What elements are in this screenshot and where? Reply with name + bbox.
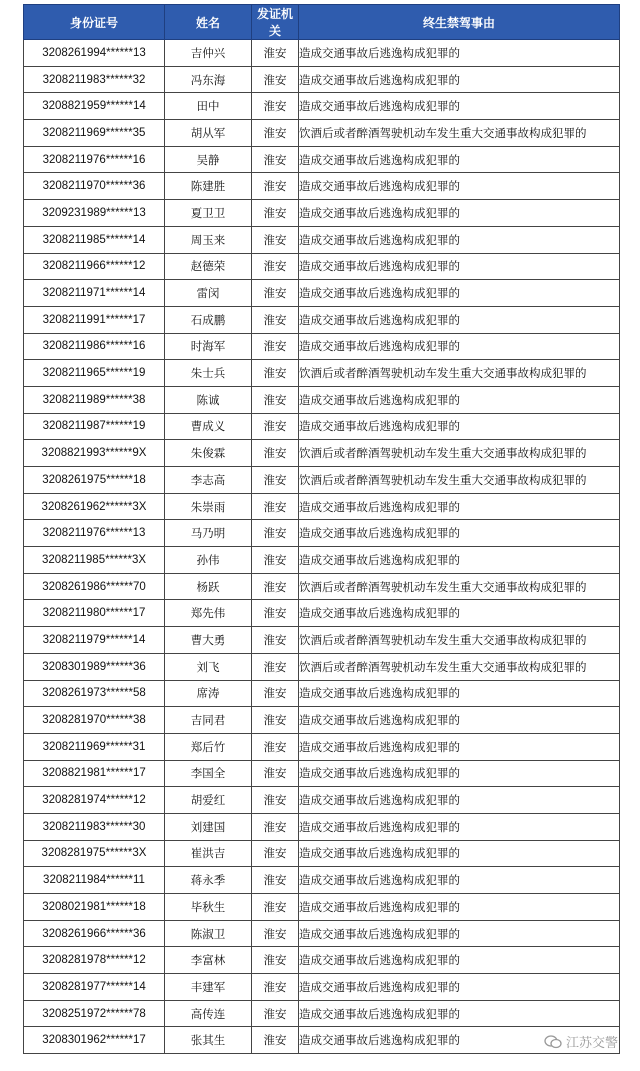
cell-name: 田中 bbox=[165, 93, 252, 120]
cell-reason: 造成交通事故后逃逸构成犯罪的 bbox=[299, 760, 620, 787]
cell-id-number: 3208301962******17 bbox=[24, 1027, 165, 1054]
table-row bbox=[24, 306, 620, 333]
cell-id-number: 3208211969******35 bbox=[24, 120, 165, 147]
table-row bbox=[24, 653, 620, 680]
cell-issuing-authority: 淮安 bbox=[252, 894, 299, 921]
cell-issuing-authority: 淮安 bbox=[252, 333, 299, 360]
cell-id-number: 3208821981******17 bbox=[24, 760, 165, 787]
cell-reason: 造成交通事故后逃逸构成犯罪的 bbox=[299, 733, 620, 760]
table-row bbox=[24, 280, 620, 307]
cell-reason: 造成交通事故后逃逸构成犯罪的 bbox=[299, 813, 620, 840]
cell-id-number: 3208261986******70 bbox=[24, 573, 165, 600]
cell-reason: 造成交通事故后逃逸构成犯罪的 bbox=[299, 787, 620, 814]
cell-reason: 造成交通事故后逃逸构成犯罪的 bbox=[299, 146, 620, 173]
cell-name: 刘建国 bbox=[165, 813, 252, 840]
table-row bbox=[24, 200, 620, 227]
cell-id-number: 3208251972******78 bbox=[24, 1000, 165, 1027]
cell-issuing-authority: 淮安 bbox=[252, 253, 299, 280]
table-row bbox=[24, 333, 620, 360]
cell-reason: 造成交通事故后逃逸构成犯罪的 bbox=[299, 280, 620, 307]
cell-reason: 造成交通事故后逃逸构成犯罪的 bbox=[299, 333, 620, 360]
cell-name: 夏卫卫 bbox=[165, 200, 252, 227]
cell-issuing-authority: 淮安 bbox=[252, 680, 299, 707]
table-row bbox=[24, 733, 620, 760]
cell-reason: 造成交通事故后逃逸构成犯罪的 bbox=[299, 40, 620, 67]
cell-reason: 造成交通事故后逃逸构成犯罪的 bbox=[299, 707, 620, 734]
cell-id-number: 3208211969******31 bbox=[24, 733, 165, 760]
cell-id-number: 3208211991******17 bbox=[24, 306, 165, 333]
cell-reason: 饮酒后或者醉酒驾驶机动车发生重大交通事故构成犯罪的 bbox=[299, 627, 620, 654]
table-row bbox=[24, 66, 620, 93]
cell-issuing-authority: 淮安 bbox=[252, 600, 299, 627]
table-row bbox=[24, 386, 620, 413]
cell-name: 郑后竹 bbox=[165, 733, 252, 760]
cell-name: 陈诚 bbox=[165, 386, 252, 413]
cell-id-number: 3208211989******38 bbox=[24, 386, 165, 413]
cell-name: 吴静 bbox=[165, 146, 252, 173]
cell-name: 丰建军 bbox=[165, 974, 252, 1001]
cell-issuing-authority: 淮安 bbox=[252, 120, 299, 147]
cell-reason: 造成交通事故后逃逸构成犯罪的 bbox=[299, 253, 620, 280]
cell-reason: 造成交通事故后逃逸构成犯罪的 bbox=[299, 520, 620, 547]
cell-reason: 造成交通事故后逃逸构成犯罪的 bbox=[299, 600, 620, 627]
table-row bbox=[24, 787, 620, 814]
cell-reason: 造成交通事故后逃逸构成犯罪的 bbox=[299, 200, 620, 227]
table-row bbox=[24, 547, 620, 574]
cell-issuing-authority: 淮安 bbox=[252, 974, 299, 1001]
cell-id-number: 3208211983******32 bbox=[24, 66, 165, 93]
cell-reason: 造成交通事故后逃逸构成犯罪的 bbox=[299, 840, 620, 867]
cell-name: 郑先伟 bbox=[165, 600, 252, 627]
table-row bbox=[24, 894, 620, 921]
cell-id-number: 3208261973******58 bbox=[24, 680, 165, 707]
table-row bbox=[24, 440, 620, 467]
cell-id-number: 3208261975******18 bbox=[24, 467, 165, 494]
cell-name: 蒋永季 bbox=[165, 867, 252, 894]
cell-issuing-authority: 淮安 bbox=[252, 386, 299, 413]
cell-issuing-authority: 淮安 bbox=[252, 573, 299, 600]
table-row bbox=[24, 680, 620, 707]
cell-reason: 造成交通事故后逃逸构成犯罪的 bbox=[299, 413, 620, 440]
table-row bbox=[24, 226, 620, 253]
cell-id-number: 3208211985******14 bbox=[24, 226, 165, 253]
table-row bbox=[24, 40, 620, 67]
cell-issuing-authority: 淮安 bbox=[252, 707, 299, 734]
cell-issuing-authority: 淮安 bbox=[252, 440, 299, 467]
cell-name: 朱崇雨 bbox=[165, 493, 252, 520]
cell-name: 李富林 bbox=[165, 947, 252, 974]
cell-issuing-authority: 淮安 bbox=[252, 787, 299, 814]
cell-issuing-authority: 淮安 bbox=[252, 467, 299, 494]
cell-id-number: 3208211976******16 bbox=[24, 146, 165, 173]
disqualified-drivers-table bbox=[23, 4, 620, 1054]
cell-issuing-authority: 淮安 bbox=[252, 200, 299, 227]
cell-name: 石成鹏 bbox=[165, 306, 252, 333]
cell-issuing-authority: 淮安 bbox=[252, 360, 299, 387]
cell-id-number: 3208211984******11 bbox=[24, 867, 165, 894]
cell-name: 吉同君 bbox=[165, 707, 252, 734]
cell-reason: 饮酒后或者醉酒驾驶机动车发生重大交通事故构成犯罪的 bbox=[299, 653, 620, 680]
cell-id-number: 3208821993******9X bbox=[24, 440, 165, 467]
cell-name: 曹成义 bbox=[165, 413, 252, 440]
table-row bbox=[24, 467, 620, 494]
cell-name: 李志高 bbox=[165, 467, 252, 494]
cell-id-number: 3208211979******14 bbox=[24, 627, 165, 654]
cell-name: 周玉来 bbox=[165, 226, 252, 253]
cell-issuing-authority: 淮安 bbox=[252, 653, 299, 680]
table-row bbox=[24, 707, 620, 734]
cell-issuing-authority: 淮安 bbox=[252, 280, 299, 307]
cell-name: 崔洪吉 bbox=[165, 840, 252, 867]
cell-id-number: 3208211987******19 bbox=[24, 413, 165, 440]
table-row bbox=[24, 1000, 620, 1027]
cell-reason: 造成交通事故后逃逸构成犯罪的 bbox=[299, 920, 620, 947]
cell-reason: 饮酒后或者醉酒驾驶机动车发生重大交通事故构成犯罪的 bbox=[299, 467, 620, 494]
column-header-reason: 终生禁驾事由 bbox=[299, 5, 620, 40]
table-row bbox=[24, 93, 620, 120]
cell-issuing-authority: 淮安 bbox=[252, 947, 299, 974]
cell-name: 杨跃 bbox=[165, 573, 252, 600]
cell-id-number: 3208281970******38 bbox=[24, 707, 165, 734]
cell-id-number: 3208301989******36 bbox=[24, 653, 165, 680]
table-row bbox=[24, 520, 620, 547]
cell-reason: 造成交通事故后逃逸构成犯罪的 bbox=[299, 1000, 620, 1027]
table-row bbox=[24, 867, 620, 894]
cell-reason: 造成交通事故后逃逸构成犯罪的 bbox=[299, 547, 620, 574]
cell-name: 高传连 bbox=[165, 1000, 252, 1027]
cell-issuing-authority: 淮安 bbox=[252, 1027, 299, 1054]
cell-issuing-authority: 淮安 bbox=[252, 93, 299, 120]
cell-reason: 造成交通事故后逃逸构成犯罪的 bbox=[299, 306, 620, 333]
cell-id-number: 3208211970******36 bbox=[24, 173, 165, 200]
cell-id-number: 3208211983******30 bbox=[24, 813, 165, 840]
cell-issuing-authority: 淮安 bbox=[252, 493, 299, 520]
table-row bbox=[24, 413, 620, 440]
cell-id-number: 3208211980******17 bbox=[24, 600, 165, 627]
cell-id-number: 3208211965******19 bbox=[24, 360, 165, 387]
cell-id-number: 3208021981******18 bbox=[24, 894, 165, 921]
cell-name: 陈淑卫 bbox=[165, 920, 252, 947]
table-row bbox=[24, 840, 620, 867]
table-row bbox=[24, 760, 620, 787]
cell-reason: 造成交通事故后逃逸构成犯罪的 bbox=[299, 226, 620, 253]
table-row bbox=[24, 146, 620, 173]
cell-id-number: 3208281977******14 bbox=[24, 974, 165, 1001]
cell-issuing-authority: 淮安 bbox=[252, 813, 299, 840]
cell-issuing-authority: 淮安 bbox=[252, 306, 299, 333]
cell-name: 李国全 bbox=[165, 760, 252, 787]
cell-id-number: 3208211966******12 bbox=[24, 253, 165, 280]
cell-name: 胡从军 bbox=[165, 120, 252, 147]
cell-reason: 造成交通事故后逃逸构成犯罪的 bbox=[299, 493, 620, 520]
cell-reason: 造成交通事故后逃逸构成犯罪的 bbox=[299, 66, 620, 93]
cell-name: 吉仲兴 bbox=[165, 40, 252, 67]
watermark-text: 江苏交警 bbox=[565, 1036, 618, 1051]
table-row bbox=[24, 813, 620, 840]
watermark bbox=[544, 1032, 618, 1051]
table-row bbox=[24, 627, 620, 654]
cell-reason: 造成交通事故后逃逸构成犯罪的 bbox=[299, 93, 620, 120]
column-header-name: 姓名 bbox=[165, 5, 252, 40]
cell-issuing-authority: 淮安 bbox=[252, 146, 299, 173]
table-header-row bbox=[24, 5, 620, 40]
column-header-id: 身份证号 bbox=[24, 5, 165, 40]
cell-id-number: 3208211985******3X bbox=[24, 547, 165, 574]
cell-name: 雷闵 bbox=[165, 280, 252, 307]
table-row bbox=[24, 947, 620, 974]
cell-name: 陈建胜 bbox=[165, 173, 252, 200]
cell-reason: 造成交通事故后逃逸构成犯罪的 bbox=[299, 680, 620, 707]
table-row bbox=[24, 600, 620, 627]
cell-issuing-authority: 淮安 bbox=[252, 40, 299, 67]
table-row bbox=[24, 573, 620, 600]
cell-reason: 造成交通事故后逃逸构成犯罪的 bbox=[299, 867, 620, 894]
column-header-org: 发证机关 bbox=[252, 5, 299, 40]
cell-issuing-authority: 淮安 bbox=[252, 840, 299, 867]
cell-id-number: 3208281975******3X bbox=[24, 840, 165, 867]
cell-issuing-authority: 淮安 bbox=[252, 733, 299, 760]
cell-issuing-authority: 淮安 bbox=[252, 520, 299, 547]
table-row bbox=[24, 493, 620, 520]
cell-reason: 造成交通事故后逃逸构成犯罪的 bbox=[299, 1027, 620, 1054]
table-row bbox=[24, 1027, 620, 1054]
cell-name: 曹大勇 bbox=[165, 627, 252, 654]
cell-name: 席涛 bbox=[165, 680, 252, 707]
wechat-icon bbox=[544, 1035, 562, 1049]
cell-issuing-authority: 淮安 bbox=[252, 547, 299, 574]
cell-issuing-authority: 淮安 bbox=[252, 760, 299, 787]
table-row bbox=[24, 360, 620, 387]
cell-id-number: 3208261962******3X bbox=[24, 493, 165, 520]
cell-name: 赵德荣 bbox=[165, 253, 252, 280]
cell-name: 冯东海 bbox=[165, 66, 252, 93]
table-row bbox=[24, 120, 620, 147]
table-body bbox=[24, 40, 620, 1054]
cell-id-number: 3208261994******13 bbox=[24, 40, 165, 67]
cell-reason: 饮酒后或者醉酒驾驶机动车发生重大交通事故构成犯罪的 bbox=[299, 440, 620, 467]
cell-name: 孙伟 bbox=[165, 547, 252, 574]
cell-id-number: 3209231989******13 bbox=[24, 200, 165, 227]
cell-reason: 饮酒后或者醉酒驾驶机动车发生重大交通事故构成犯罪的 bbox=[299, 573, 620, 600]
cell-id-number: 3208281978******12 bbox=[24, 947, 165, 974]
cell-issuing-authority: 淮安 bbox=[252, 920, 299, 947]
cell-reason: 饮酒后或者醉酒驾驶机动车发生重大交通事故构成犯罪的 bbox=[299, 120, 620, 147]
cell-reason: 造成交通事故后逃逸构成犯罪的 bbox=[299, 386, 620, 413]
cell-reason: 造成交通事故后逃逸构成犯罪的 bbox=[299, 894, 620, 921]
cell-name: 刘飞 bbox=[165, 653, 252, 680]
cell-name: 朱士兵 bbox=[165, 360, 252, 387]
table-row bbox=[24, 253, 620, 280]
table-row bbox=[24, 974, 620, 1001]
cell-reason: 饮酒后或者醉酒驾驶机动车发生重大交通事故构成犯罪的 bbox=[299, 360, 620, 387]
cell-name: 朱俊霖 bbox=[165, 440, 252, 467]
cell-issuing-authority: 淮安 bbox=[252, 867, 299, 894]
cell-id-number: 3208281974******12 bbox=[24, 787, 165, 814]
cell-id-number: 3208261966******36 bbox=[24, 920, 165, 947]
cell-name: 时海军 bbox=[165, 333, 252, 360]
cell-issuing-authority: 淮安 bbox=[252, 226, 299, 253]
table-row bbox=[24, 920, 620, 947]
cell-issuing-authority: 淮安 bbox=[252, 173, 299, 200]
cell-issuing-authority: 淮安 bbox=[252, 627, 299, 654]
cell-name: 胡爱红 bbox=[165, 787, 252, 814]
cell-reason: 造成交通事故后逃逸构成犯罪的 bbox=[299, 173, 620, 200]
cell-id-number: 3208211986******16 bbox=[24, 333, 165, 360]
cell-name: 毕秋生 bbox=[165, 894, 252, 921]
cell-id-number: 3208821959******14 bbox=[24, 93, 165, 120]
cell-issuing-authority: 淮安 bbox=[252, 413, 299, 440]
cell-issuing-authority: 淮安 bbox=[252, 1000, 299, 1027]
cell-name: 张其生 bbox=[165, 1027, 252, 1054]
table-row bbox=[24, 173, 620, 200]
cell-id-number: 3208211976******13 bbox=[24, 520, 165, 547]
cell-reason: 造成交通事故后逃逸构成犯罪的 bbox=[299, 974, 620, 1001]
cell-id-number: 3208211971******14 bbox=[24, 280, 165, 307]
cell-reason: 造成交通事故后逃逸构成犯罪的 bbox=[299, 947, 620, 974]
cell-issuing-authority: 淮安 bbox=[252, 66, 299, 93]
cell-name: 马乃明 bbox=[165, 520, 252, 547]
